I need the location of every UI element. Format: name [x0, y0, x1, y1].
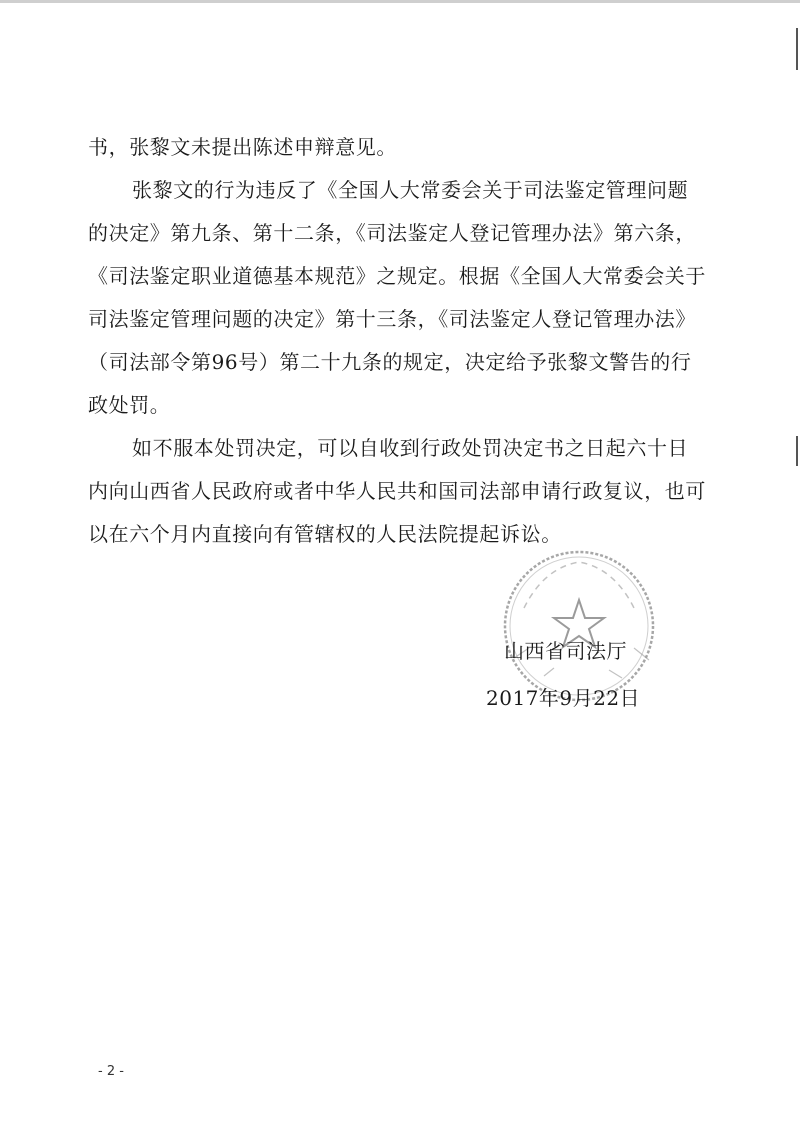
signature-date: 2017年9月22日: [486, 686, 641, 710]
scan-edge-mark: [796, 28, 798, 70]
paragraph-continuation: [88, 126, 708, 169]
paragraph-text: 如不服本处罚决定，可以自收到行政处罚决定书之日起六十日内向山西省人民政府或者中华人民共和国司法部申请行政复议，也可以在六个月内直接向有管辖权的人民法院提起诉讼。: [88, 436, 706, 546]
scan-edge-mark: [796, 436, 798, 466]
paragraph-appeal: [88, 427, 708, 556]
scan-top-edge: [0, 0, 800, 3]
signature-organization: 山西省司法厅: [504, 639, 627, 663]
paragraph-violation: [88, 169, 708, 427]
page-number: - 2 -: [98, 1064, 124, 1079]
paragraph-text: 书，张黎文未提出陈述申辩意见。: [88, 135, 397, 159]
paragraph-text: 张黎文的行为违反了《全国人大常委会关于司法鉴定管理问题的决定》第九条、第十二条，《司法鉴定人登记管理办法》第六条，《司法鉴定职业道德基本规范》之规定。根据《全国人大常委会关于司法鉴定管理问题的决定》第十三条，《司法鉴定人登记管理办法》（司法部令第96号）第二十九条的规定，决定给予张黎文警告的行政处罚。: [88, 178, 706, 417]
